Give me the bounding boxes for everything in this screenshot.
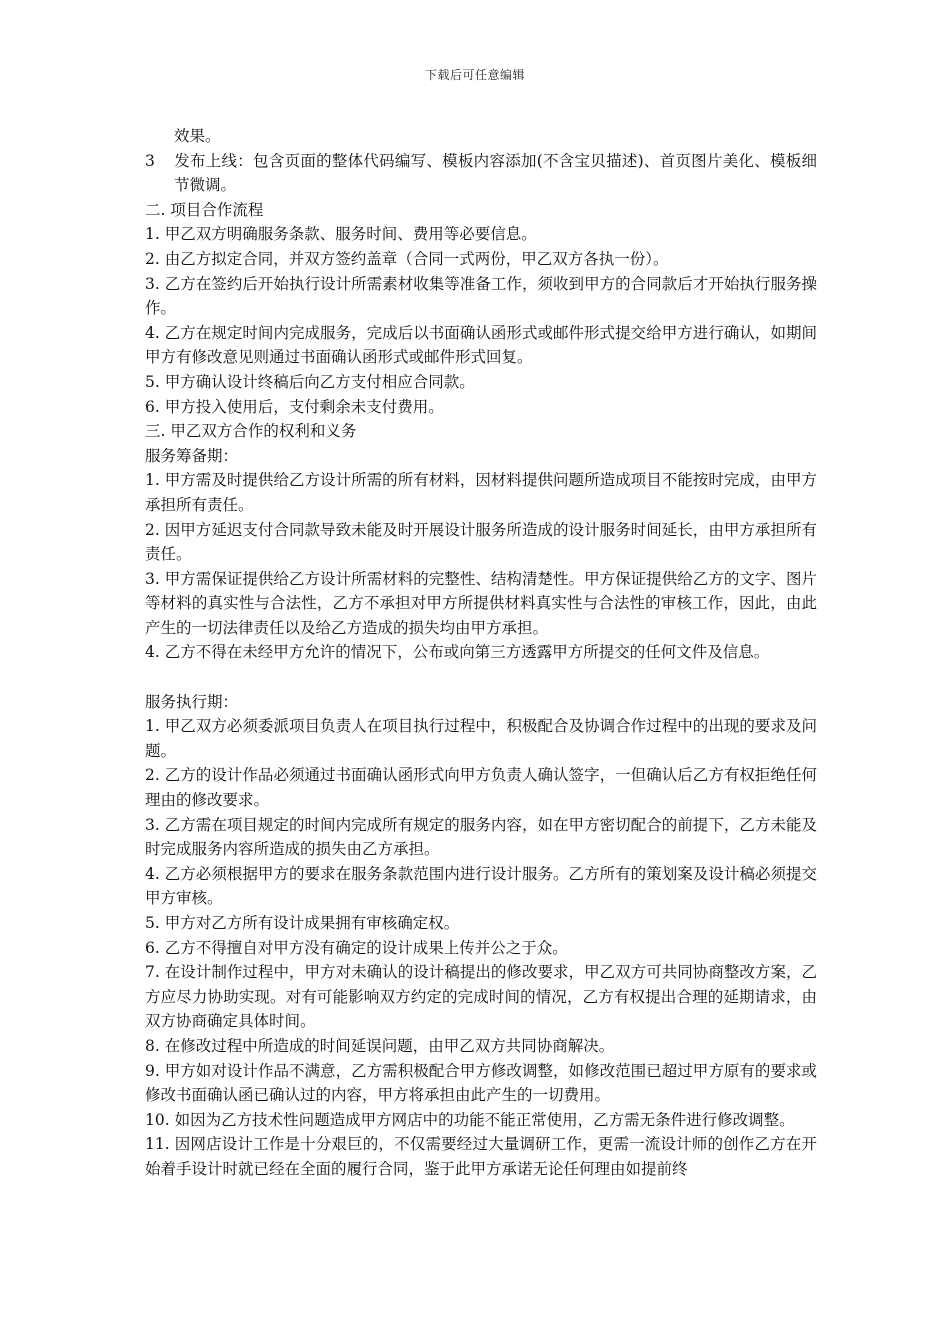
list-number: 3	[145, 151, 155, 170]
list-item: 9. 甲方如对设计作品不满意，乙方需积极配合甲方修改调整，如修改范围已超过甲方原有的要求或修改书面确认函已确认过的内容，甲方将承担由此产生的一切费用。	[145, 1061, 818, 1105]
list-item: 10. 如因为乙方技术性问题造成甲方网店中的功能不能正常使用，乙方需无条件进行修改调整。	[145, 1110, 795, 1129]
list-item: 3. 乙方需在项目规定的时间内完成所有规定的服务内容，如在甲方密切配合的前提下，乙方未能及时完成服务内容所造成的损失由乙方承担。	[145, 815, 818, 859]
section-heading: 二. 项目合作流程	[145, 200, 264, 219]
list-item: 8. 在修改过程中所造成的时间延误问题，由甲乙双方共同协商解决。	[145, 1036, 615, 1055]
list-item: 6. 乙方不得擅自对甲方没有确定的设计成果上传并公之于众。	[145, 938, 568, 957]
list-item: 4. 乙方必须根据甲方的要求在服务条款范围内进行设计服务。乙方所有的策划案及设计稿必须提交甲方审核。	[145, 864, 818, 908]
list-item: 2. 由乙方拟定合同，并双方签约盖章（合同一式两份，甲乙双方各执一份）。	[145, 249, 669, 268]
list-item: 6. 甲方投入使用后，支付剩余未支付费用。	[145, 397, 444, 416]
list-item	[145, 149, 817, 198]
list-item: 1. 甲方需及时提供给乙方设计所需的所有材料，因材料提供问题所造成项目不能按时完成，由甲方承担所有责任。	[145, 471, 818, 514]
list-item: 11. 因网店设计工作是十分艰巨的，不仅需要经过大量调研工作，更需一流设计师的创作乙方在开始着手设计时就已经在全面的履行合同，鉴于此甲方承诺无论任何理由如提前终	[145, 1135, 817, 1178]
list-item: 2. 因甲方延迟支付合同款导致未能及时开展设计服务所造成的设计服务时间延长，由甲方承担所有责任。	[145, 520, 818, 564]
subsection-title: 服务筹备期：	[145, 446, 239, 465]
list-item: 5. 甲方对乙方所有设计成果拥有审核确定权。	[145, 914, 460, 932]
list-item: 5. 甲方确认设计终稿后向乙方支付相应合同款。	[145, 372, 475, 391]
list-item: 3. 甲方需保证提供给乙方设计所需材料的完整性、结构清楚性。甲方保证提供给乙方的文字、图片等材料的真实性与合法性，乙方不承担对甲方所提供材料真实性与合法性的审核工作，因此，由此产生的一切法律责任以及给乙方造成的损失均由甲方承担。	[145, 569, 818, 637]
section-heading: 三. 甲乙双方合作的权利和义务	[145, 422, 357, 441]
list-item: 2. 乙方的设计作品必须通过书面确认函形式向甲方负责人确认签字，一但确认后乙方有权拒绝任何理由的修改要求。	[145, 766, 818, 810]
paragraph: 效果。	[174, 127, 221, 145]
list-item: 1. 甲乙双方必须委派项目负责人在项目执行过程中，积极配合及协调合作过程中的出现的要求及问题。	[145, 717, 818, 760]
list-item: 4. 乙方不得在未经甲方允许的情况下，公布或向第三方透露甲方所提交的任何文件及信息。	[145, 643, 770, 662]
list-item: 4. 乙方在规定时间内完成服务，完成后以书面确认函形式或邮件形式提交给甲方进行确认，如期间甲方有修改意见则通过书面确认函形式或邮件形式回复。	[145, 323, 818, 367]
list-item: 7. 在设计制作过程中，甲方对未确认的设计稿提出的修改要求，甲乙双方可共同协商整改方案，乙方应尽力协助实现。对有可能影响双方约定的完成时间的情况，乙方有权提出合理的延期请求，由双方协商确定具体时间。	[145, 963, 818, 1031]
document-body	[145, 124, 817, 1182]
list-item: 1. 甲乙双方明确服务条款、服务时间、费用等必要信息。	[145, 225, 537, 244]
list-item: 3. 乙方在签约后开始执行设计所需素材收集等准备工作，须收到甲方的合同款后才开始执行服务操作。	[145, 274, 818, 318]
list-item-text: 发布上线：包含页面的整体代码编写、模板内容添加(不含宝贝描述)、首页图片美化、模板细节微调。	[174, 151, 817, 195]
blank-line	[145, 665, 817, 690]
subsection-title: 服务执行期：	[145, 692, 239, 711]
page-header: 下载后可任意编辑	[424, 68, 525, 82]
